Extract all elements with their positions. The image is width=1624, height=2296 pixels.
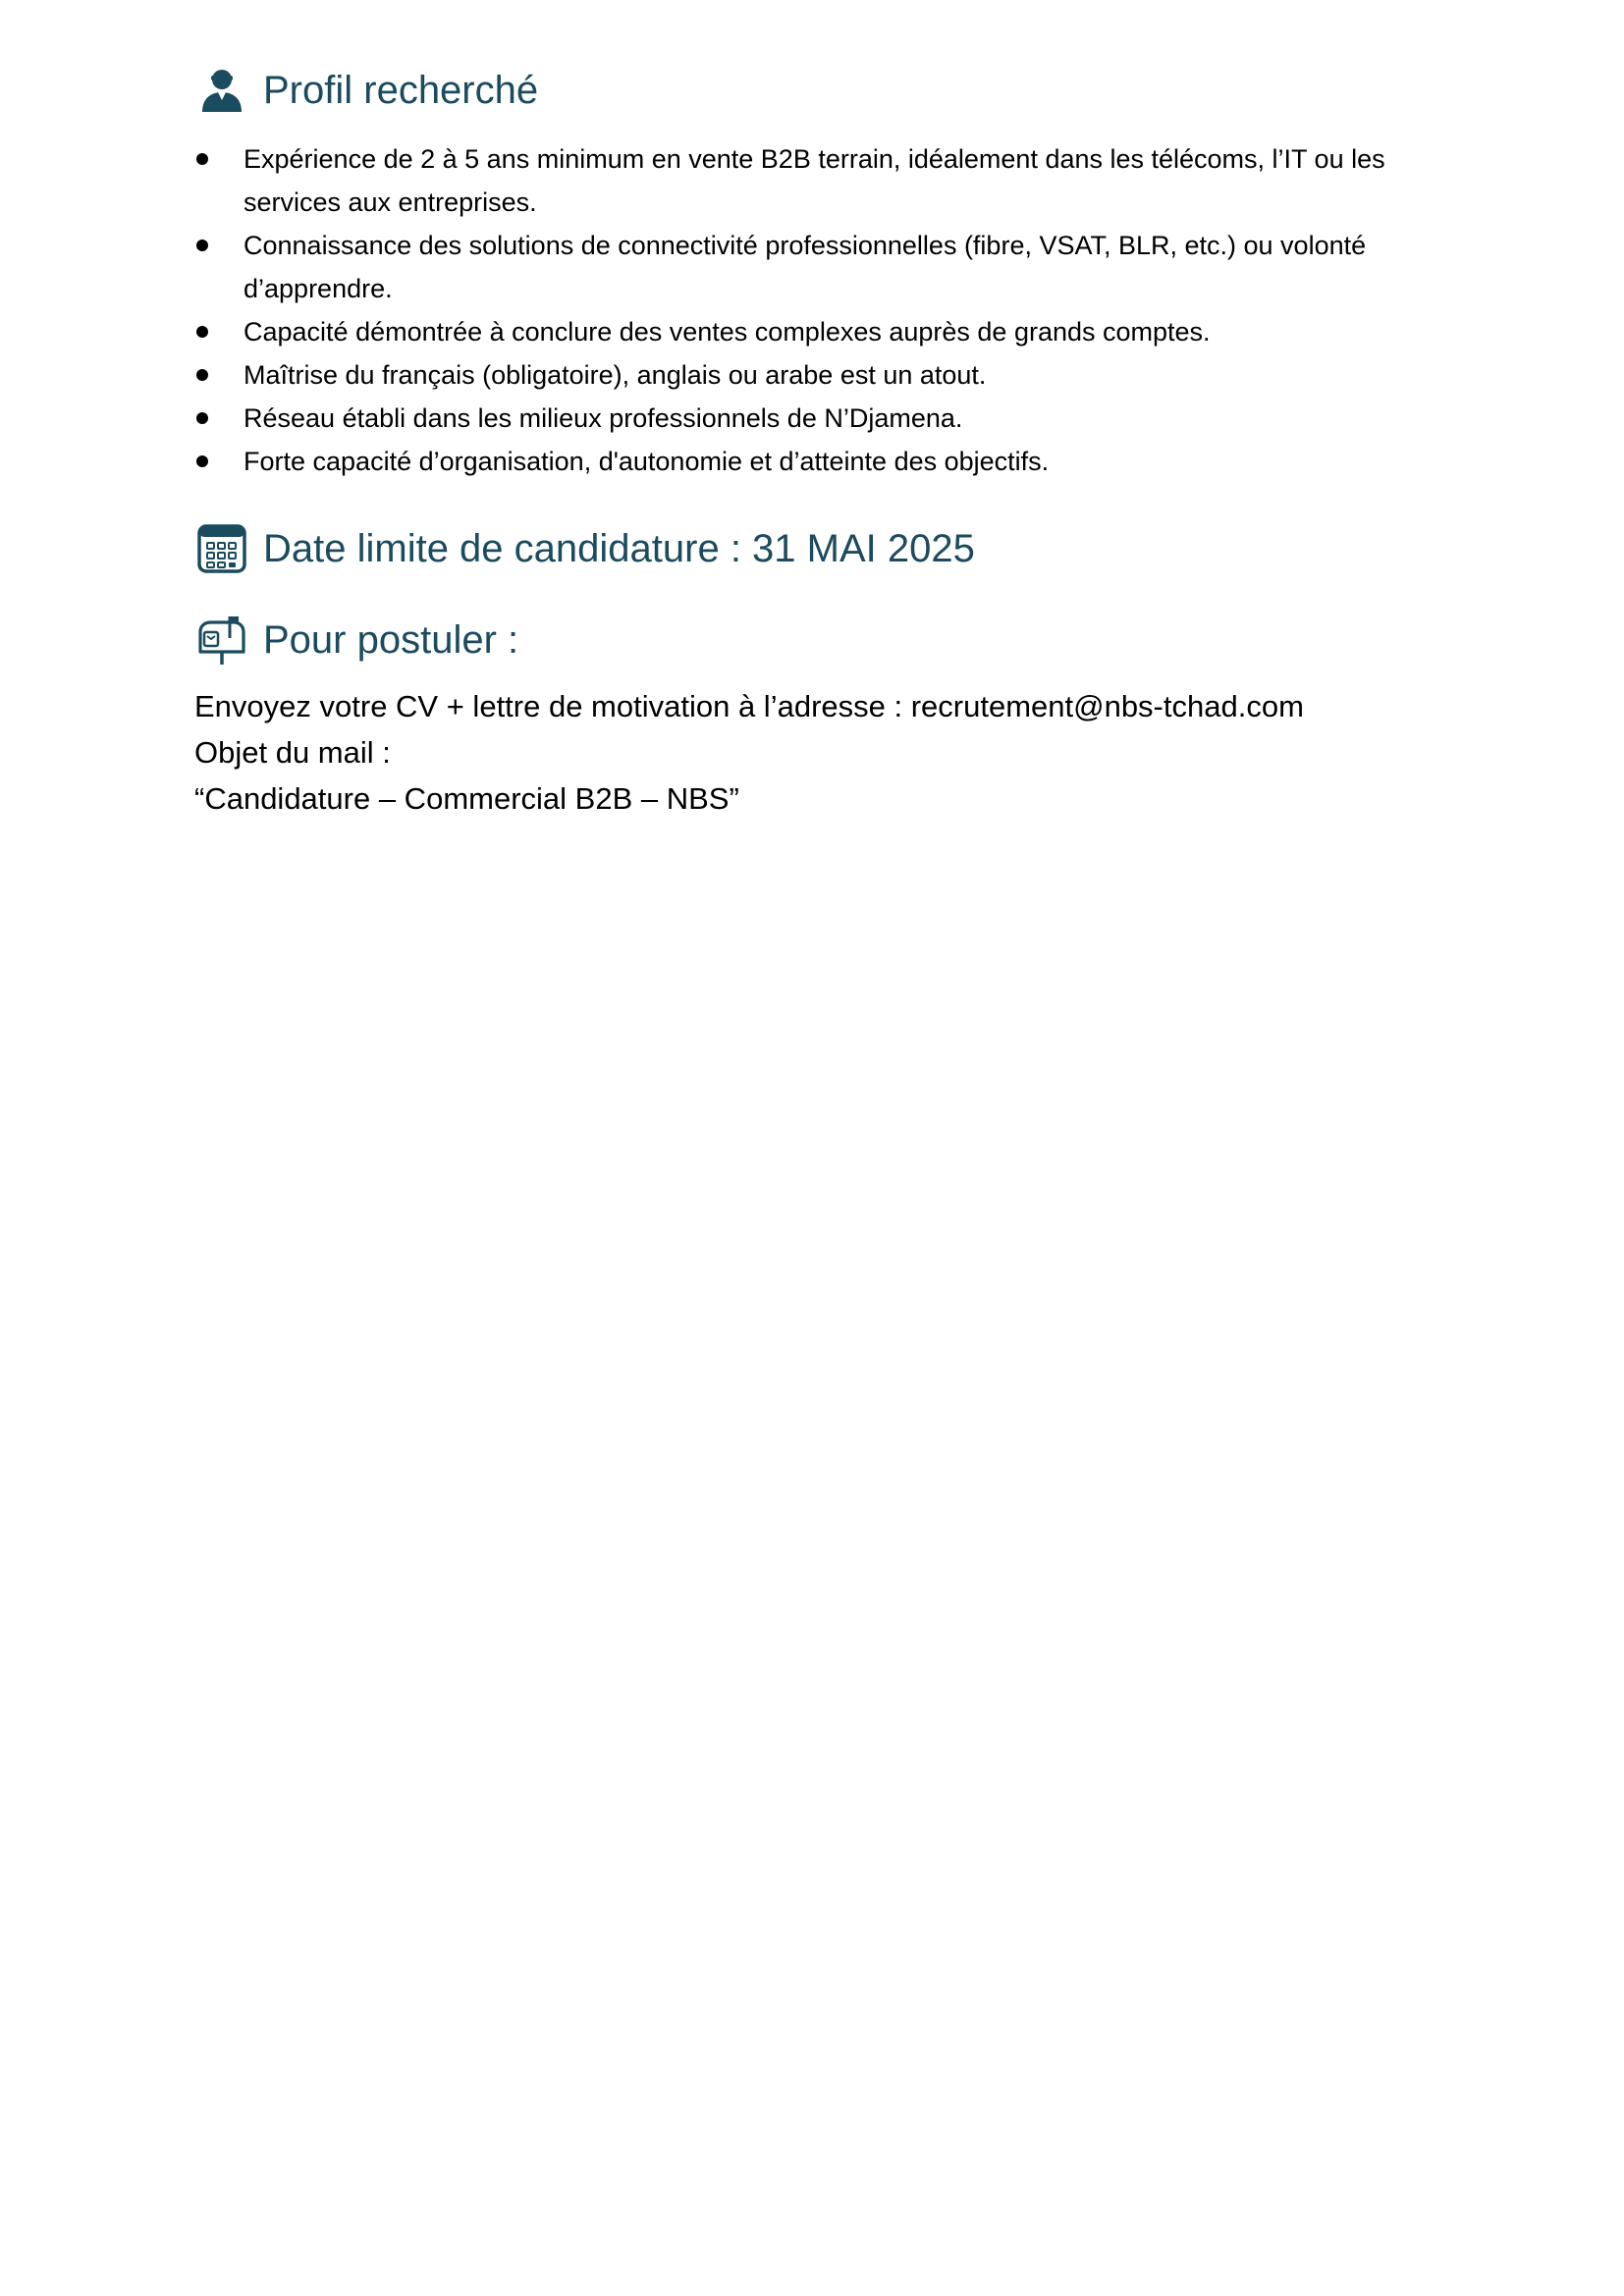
bullet-icon — [196, 412, 208, 424]
list-item: Connaissance des solutions de connectivité professionnelles (fibre, VSAT, BLR, etc.) ou volonté d’apprendre. — [194, 224, 1471, 310]
deadline-heading — [194, 521, 975, 576]
bullet-icon — [196, 455, 208, 467]
person-icon — [194, 63, 249, 118]
list-item: Expérience de 2 à 5 ans minimum en vente B2B terrain, idéalement dans les télécoms, l’IT ou les services aux entreprises. — [194, 137, 1471, 224]
profil-title: Profil recherché — [263, 69, 539, 112]
list-item: Réseau établi dans les milieux professionnels de N’Djamena. — [194, 397, 1471, 440]
bullet-icon — [196, 369, 208, 381]
calendar-icon — [194, 521, 249, 576]
profil-list — [194, 137, 1471, 483]
apply-heading — [194, 613, 518, 667]
profil-heading — [194, 63, 538, 118]
list-item: Capacité démontrée à conclure des ventes complexes auprès de grands comptes. — [194, 310, 1471, 353]
list-item: Maîtrise du français (obligatoire), anglais ou arabe est un atout. — [194, 353, 1471, 397]
apply-instructions — [194, 683, 1471, 822]
deadline-title: Date limite de candidature : 31 MAI 2025 — [263, 527, 975, 570]
bullet-icon — [196, 326, 208, 338]
list-item: Forte capacité d’organisation, d'autonomie et d’atteinte des objectifs. — [194, 440, 1471, 483]
apply-subject-label: Objet du mail : — [194, 735, 391, 770]
mailbox-icon — [194, 613, 249, 667]
apply-subject-value: “Candidature – Commercial B2B – NBS” — [194, 781, 739, 816]
apply-email-line: Envoyez votre CV + lettre de motivation à l’adresse : recrutement@nbs-tchad.com — [194, 689, 1304, 723]
bullet-icon — [196, 240, 208, 251]
apply-title: Pour postuler : — [263, 618, 519, 662]
bullet-icon — [196, 153, 208, 165]
